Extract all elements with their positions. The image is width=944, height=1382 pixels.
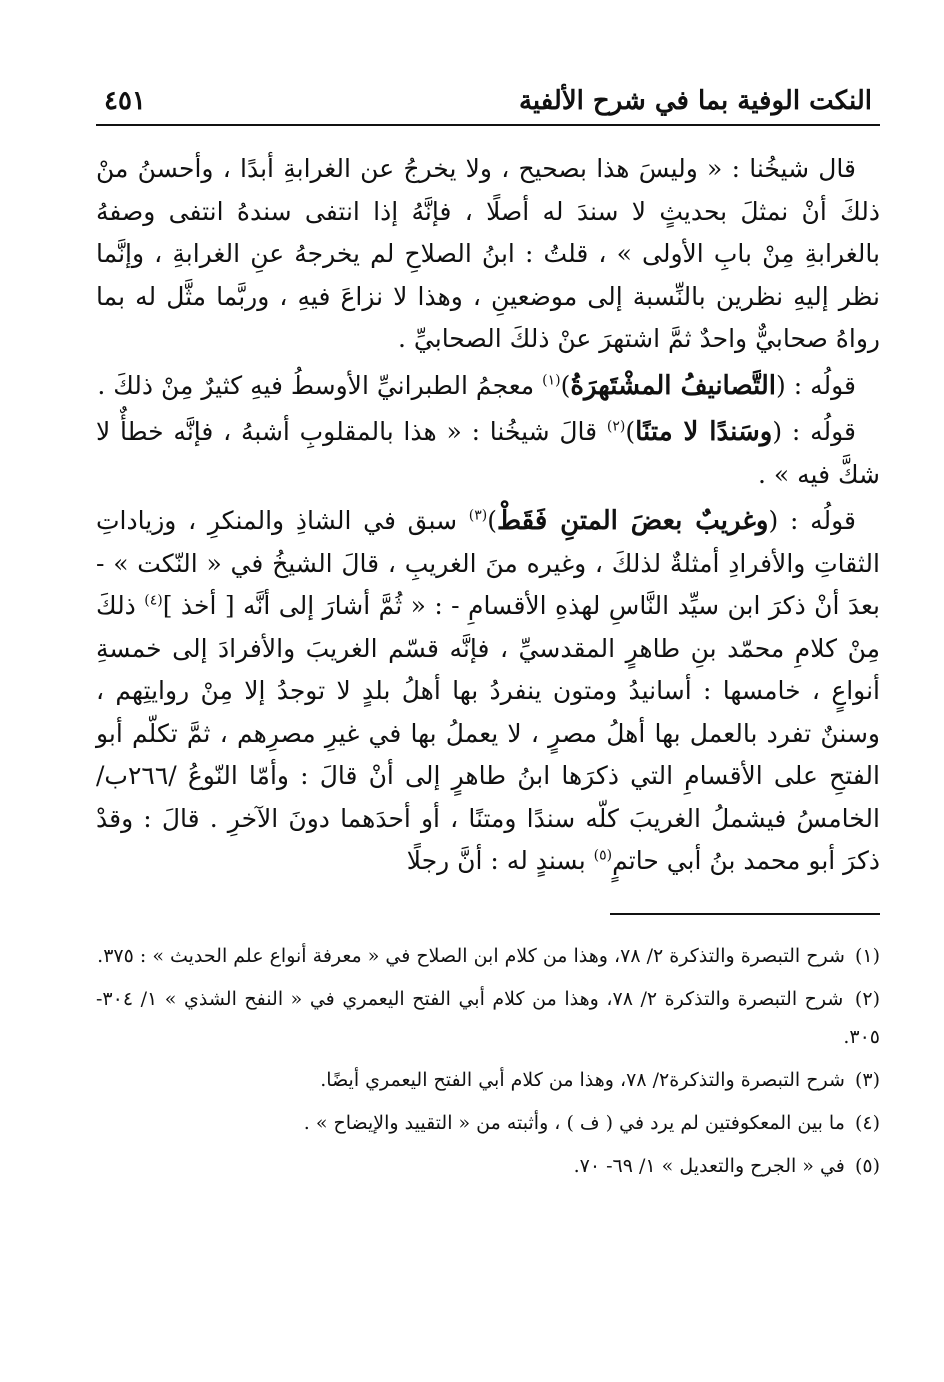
footnotes <box>96 937 880 1185</box>
paragraph-text: معجمُ الطبرانيِّ الأوسطُ فيهِ كثيرٌ مِنْ ذلكَ . <box>97 370 543 400</box>
quote-close: ) <box>487 506 497 535</box>
paragraph <box>96 148 880 361</box>
footnote-ref[interactable]: (٤) <box>144 592 163 609</box>
footnote-marker: (١) <box>854 944 880 967</box>
footnote-item <box>96 980 880 1056</box>
footnote-item <box>96 937 880 975</box>
footnote-text: في « الجرح والتعديل » ١/ ٦٩- ٧٠. <box>573 1154 845 1177</box>
quote-lead: قولُه : ( <box>772 417 856 446</box>
book-page <box>96 64 880 1382</box>
paragraph-text: قالَ شيخُنا : « هذا بالمقلوبِ أشبهُ ، فإنَّه خطأٌ لا شكَّ فيه » . <box>96 417 880 489</box>
footnote-marker: (٣) <box>854 1068 880 1091</box>
footnote-text: شرح التبصرة والتذكرة ٢/ ٧٨، وهذا من كلام ابن الصلاح في « معرفة أنواع علم الحديث » : ٣٧٥. <box>97 944 845 967</box>
quoted-phrase: التَّصانيفُ المشْتَهرَةُ <box>570 370 777 401</box>
quote-lead: قولُه : ( <box>776 370 856 400</box>
book-title: النكت الوفية بما في شرح الألفية <box>518 86 872 116</box>
paragraph <box>96 411 880 496</box>
paragraph <box>96 500 880 883</box>
footnote-ref[interactable]: (٥) <box>593 847 613 864</box>
page-number: ٤٥١ <box>104 86 146 116</box>
footnote-item <box>96 1147 880 1185</box>
footnote-marker: (٥) <box>854 1154 880 1177</box>
paragraph <box>96 365 880 408</box>
quote-close: ) <box>560 370 571 400</box>
quote-lead: قولُه : ( <box>768 506 856 535</box>
header-divider <box>96 124 880 126</box>
running-header <box>96 64 880 116</box>
footnote-divider <box>610 913 880 915</box>
quote-close: ) <box>625 417 636 446</box>
paragraph-text: ذلكَ مِنْ كلامِ محمّد بنِ طاهرٍ المقدسيِّ ، فإنَّه قسّم الغريبَ والأفرادَ إلى خمسةِ أنواعٍ ، خامسها : أسانيدُ ومتون ينفردُ بها أهلُ بلدٍ لا توجدُ إلا مِنْ روايتِهم ، وسننٌ تفرد بالعمل بها أهلُ مصرٍ ، لا يعملُ بها في غيرِ مصرِهم ، ثمَّ تكلّم أبو الفتحِ على الأقسامِ التي ذكرَها ابنُ طاهرٍ إلى أنْ قالَ : وأمّا النّوعُ /٢٦٦ب/ الخامسُ فيشملُ الغريبَ كلّه سندًا ومتنًا ، أو أحدَهما دونَ الآخرِ . قالَ : وقدْ ذكرَ أبو محمد بنُ أبي حاتمٍ <box>96 591 880 875</box>
footnote-marker: (٤) <box>854 1111 880 1134</box>
paragraph-text: قال شيخُنا : « وليسَ هذا بصحيح ، ولا يخرجُ عن الغرابةِ أبدًا ، وأحسنُ منْ ذلكَ أنْ نمثلَ بحديثٍ لا سندَ له أصلًا ، فإنَّهُ إذا انتفى سندهُ انتفى وصفهُ بالغرابةِ مِنْ بابِ الأولى » ، قلتُ : ابنُ الصلاحِ لم يخرجهُ عنِ الغرابةِ ، وإنَّما نظر إليهِ نظرين بالنِّسبة إلى موضعينِ ، وهذا لا نزاعَ فيهِ ، وربَّما مثَّل له بما رواهُ صحابيٌّ واحدٌ ثمَّ اشتهرَ عنْ ذلكَ الصحابيِّ . <box>96 154 880 353</box>
footnote-item <box>96 1061 880 1099</box>
footnote-text: شرح التبصرة والتذكرة٢/ ٧٨، وهذا من كلام أبي الفتح اليعمري أيضًا. <box>320 1068 845 1091</box>
quoted-phrase: وغريبٌ بعضَ المتنِ فَقَطْ <box>496 506 769 536</box>
footnote-ref[interactable]: (٢) <box>606 418 626 435</box>
footnote-marker: (٢) <box>854 987 880 1010</box>
quoted-phrase: وسَندًا لا متنًا <box>635 417 773 447</box>
footnote-text: شرح التبصرة والتذكرة ٢/ ٧٨، وهذا من كلام أبي الفتح اليعمري في « النفح الشذي » ١/ ٣٠٤- ٣٠٥. <box>96 987 880 1048</box>
footnote-ref[interactable]: (٣) <box>468 507 488 524</box>
footnote-text: ما بين المعكوفتين لم يرد في ( ف ) ، وأثبته من « التقييد والإيضاح » . <box>303 1111 845 1134</box>
paragraph-text: بسندٍ له : أنَّ رجلًا <box>406 846 594 875</box>
main-text <box>96 148 880 883</box>
footnote-ref[interactable]: (١) <box>542 372 561 389</box>
footnote-item <box>96 1104 880 1142</box>
paragraph-text: سبق في الشاذِ والمنكرِ ، وزياداتِ الثقاتِ والأفرادِ أمثلةٌ لذلكَ ، وغيره منَ الغريبِ ، قالَ الشيخُ في « النّكت » - بعدَ أنْ ذكرَ ابن سيِّد النَّاسِ لهذهِ الأقسامِ - : « ثُمَّ أشارَ إلى أنَّه [ أخذ ] <box>96 506 880 620</box>
